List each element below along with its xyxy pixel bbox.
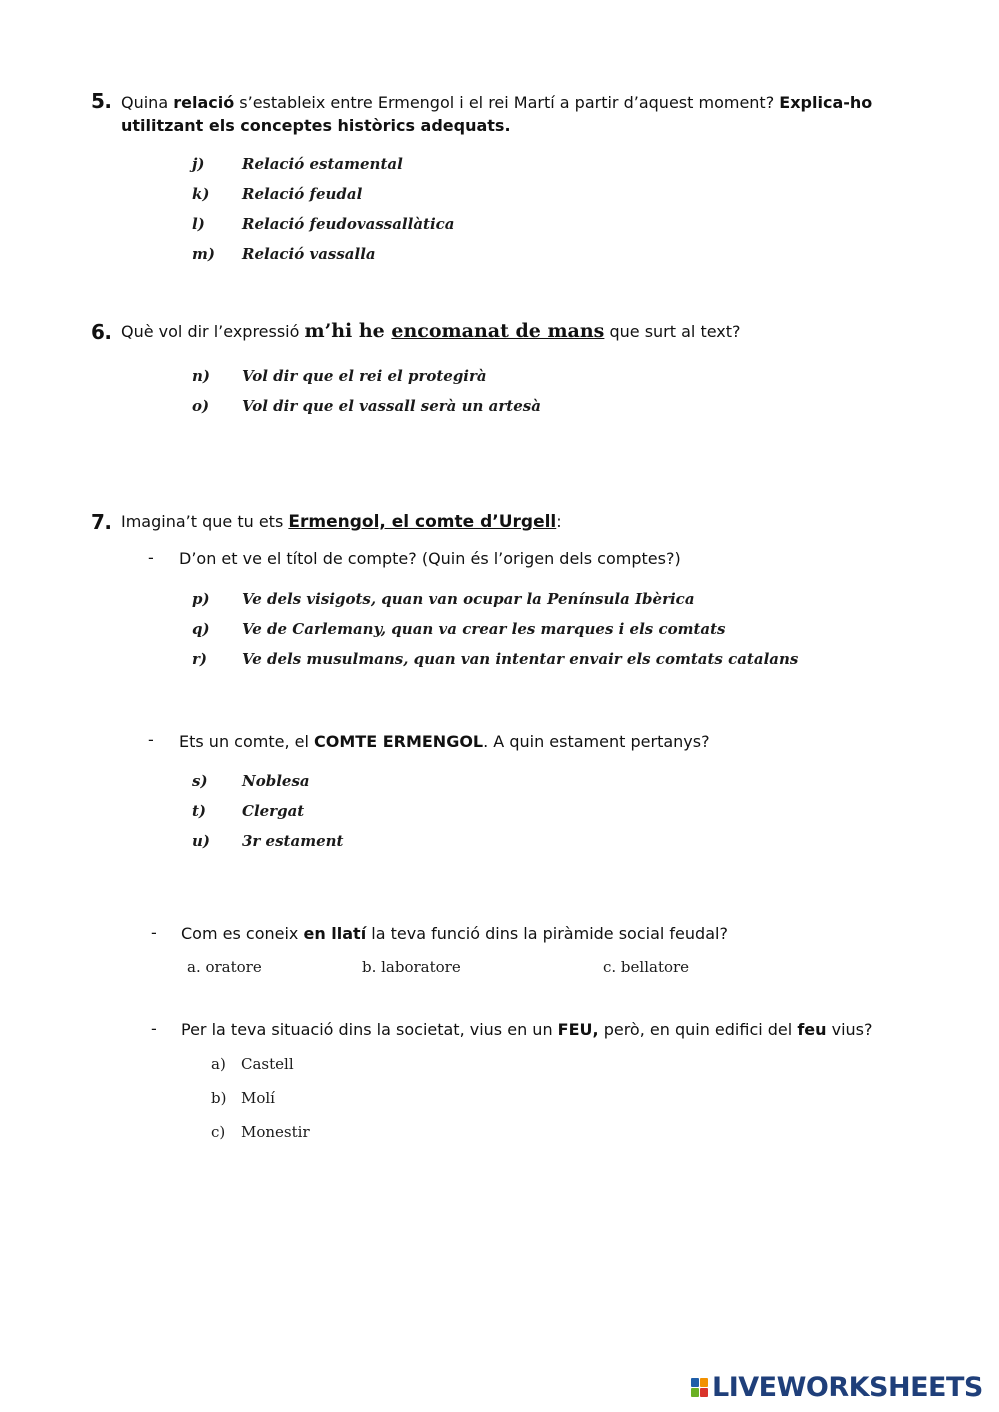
logo-square-green [691, 1388, 699, 1397]
option-letter: o) [192, 397, 210, 415]
q5-emph-line2: utilitzant els conceptes històrics adequats. [121, 116, 511, 135]
option-label: Relació feudal [242, 185, 363, 203]
option-l[interactable] [192, 215, 692, 235]
q5-emph-relacio: relació [173, 93, 235, 112]
option-letter: b) [211, 1089, 227, 1107]
sub2-emph: COMTE ERMENGOL [314, 732, 484, 751]
option-t[interactable] [192, 802, 592, 822]
sub4-text-pre: Per la teva situació dins la societat, vius en un [181, 1020, 558, 1039]
q6-phrase-a: m’hi he [304, 320, 392, 342]
option-s[interactable] [192, 772, 592, 792]
option-label: Relació vassalla [242, 245, 376, 263]
question-7-text [121, 510, 562, 534]
sub3-emph: en llatí [303, 924, 367, 943]
q7-text-post: : [556, 512, 562, 531]
sub3-text-post: la teva funció dins la piràmide social feudal? [366, 924, 728, 943]
liveworksheets-logo-text: LIVEWORKSHEETS [712, 1371, 983, 1403]
option-label: 3r estament [242, 832, 344, 850]
option-label: Molí [241, 1089, 275, 1107]
option-castell[interactable] [211, 1055, 511, 1075]
option-label: Ve dels visigots, quan van ocupar la Península Ibèrica [242, 590, 695, 608]
option-label: Relació estamental [242, 155, 403, 173]
option-label: Relació feudovassallàtica [242, 215, 455, 233]
sub2-text-post: . A quin estament pertanys? [483, 732, 710, 751]
option-label: Noblesa [242, 772, 310, 790]
q5-emph-explica: Explica-ho [779, 93, 873, 112]
option-label: Ve de Carlemany, quan va crear les marques i els comtats [242, 620, 726, 638]
liveworksheets-logo [691, 1372, 983, 1402]
q6-text-pre: Què vol dir l’expressió [121, 322, 305, 341]
sub1-dash: - [148, 548, 154, 567]
question-number-5: 5. [91, 89, 112, 113]
sub2-question [179, 730, 710, 753]
option-letter: t) [192, 802, 207, 820]
sub4-emph-feu-lower: feu [797, 1020, 827, 1039]
option-label: Castell [241, 1055, 294, 1073]
sub4-dash: - [151, 1019, 157, 1038]
option-label: Vol dir que el rei el protegirà [242, 367, 487, 385]
question-6-text [121, 320, 741, 343]
q6-phrase-b: encomanat de mans [391, 320, 605, 342]
question-number-7: 7. [91, 510, 112, 534]
sub3-text-pre: Com es coneix [181, 924, 304, 943]
option-letter: r) [192, 650, 207, 668]
option-letter: a) [211, 1055, 226, 1073]
question-5-text [121, 91, 872, 114]
option-letter: k) [192, 185, 210, 203]
sub2-text-pre: Ets un comte, el [179, 732, 315, 751]
option-letter: j) [192, 155, 205, 173]
option-letter: q) [192, 620, 210, 638]
option-moli[interactable] [211, 1089, 511, 1109]
sub3-dash: - [151, 923, 157, 942]
sub4-text-mid: però, en quin edifici del [598, 1020, 798, 1039]
sub1-question: D’on et ve el títol de compte? (Quin és l’origen dels comptes?) [179, 549, 681, 568]
option-letter: l) [192, 215, 205, 233]
q5-text-1: Quina [121, 93, 174, 112]
option-label: Clergat [242, 802, 305, 820]
logo-square-orange [700, 1378, 708, 1387]
option-label: Vol dir que el vassall serà un artesà [242, 397, 541, 415]
q7-emph-ermengol: Ermengol, el comte d’Urgell [288, 512, 557, 532]
sub3-question [181, 922, 728, 945]
option-bellatore[interactable]: c. bellatore [603, 958, 690, 976]
option-o[interactable] [192, 397, 792, 417]
option-k[interactable] [192, 185, 692, 205]
liveworksheets-logo-mark [691, 1378, 708, 1397]
q6-text-post: que surt al text? [604, 322, 741, 341]
option-letter: p) [192, 590, 210, 608]
q5-text-2: s’estableix entre Ermengol i el rei Martí a partir d’aquest moment? [234, 93, 780, 112]
option-m[interactable] [192, 245, 692, 265]
option-p[interactable] [192, 590, 892, 610]
option-letter: m) [192, 245, 215, 263]
option-n[interactable] [192, 367, 792, 387]
logo-square-red [700, 1388, 708, 1397]
option-laboratore[interactable]: b. laboratore [362, 958, 461, 976]
option-label: Monestir [241, 1123, 310, 1141]
option-u[interactable] [192, 832, 592, 852]
sub2-dash: - [148, 730, 154, 749]
option-monestir[interactable] [211, 1123, 511, 1143]
sub4-text-post: vius? [826, 1020, 873, 1039]
sub4-question [181, 1018, 872, 1041]
question-number-6: 6. [91, 320, 112, 344]
option-label: Ve dels musulmans, quan van intentar envair els comtats catalans [242, 650, 799, 668]
option-q[interactable] [192, 620, 892, 640]
option-j[interactable] [192, 155, 692, 175]
option-oratore[interactable]: a. oratore [187, 958, 262, 976]
option-r[interactable] [192, 650, 892, 670]
q7-text-pre: Imagina’t que tu ets [121, 512, 289, 531]
option-letter: u) [192, 832, 211, 850]
option-letter: s) [192, 772, 208, 790]
question-5-text-line2 [121, 114, 511, 137]
logo-square-blue [691, 1378, 699, 1387]
option-letter: c) [211, 1123, 226, 1141]
option-letter: n) [192, 367, 211, 385]
sub4-emph-feu: FEU, [557, 1020, 599, 1039]
